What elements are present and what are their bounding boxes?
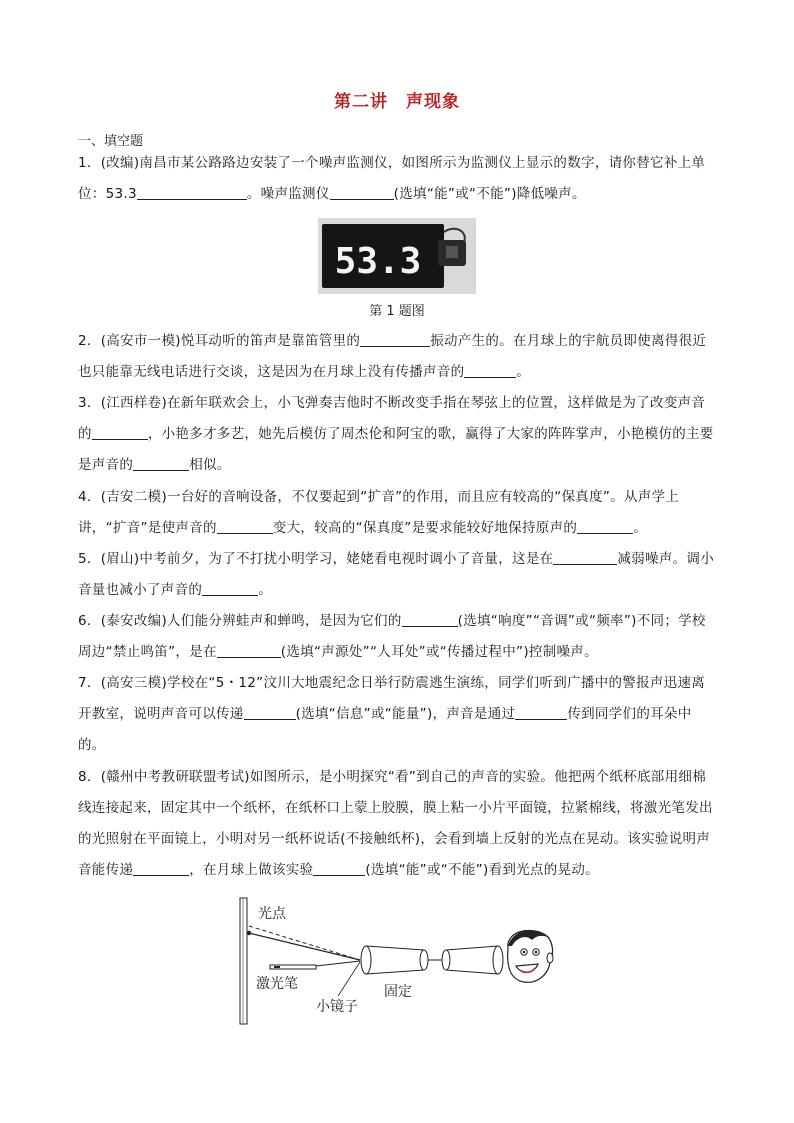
section-heading: 一、填空题 — [78, 134, 144, 149]
q5-text-2: 减弱噪声。调小音量也减小了声音的 — [78, 551, 715, 598]
q3-text-3: 相似。 — [189, 457, 231, 473]
q8-blank-2[interactable] — [313, 861, 365, 876]
laser-cup-diagram — [236, 896, 566, 1026]
q5-blank-2[interactable] — [202, 581, 258, 596]
q4-text-3: 。 — [633, 520, 647, 536]
question-6 — [78, 606, 718, 668]
boy-face-icon — [508, 930, 553, 982]
reflected-beam — [249, 933, 360, 960]
noise-monitor-photo — [318, 218, 476, 294]
q7-blank-1[interactable] — [244, 705, 296, 720]
q5-blank-1[interactable] — [553, 550, 617, 565]
q6-text-3: (选填“声源处”“人耳处”或“传播过程中”)控制噪声。 — [280, 644, 598, 660]
q7-text-3: 传到同学们的耳朵中的。 — [78, 706, 692, 753]
q2-text-2: 振动产生的。在月球上的宇航员即使离得很近也只能靠无线电话进行交谈，这是因为在月球上没有传播声音的 — [78, 333, 707, 380]
q2-text-1: 2．(高安市一模)悦耳动听的笛声是靠笛管里的 — [78, 333, 361, 349]
q6-text-2: (选填“响度”“音调”或“频率”)不同；学校周边“禁止鸣笛”，是在 — [78, 613, 706, 660]
figure-1-caption: 第 1 题图 — [369, 304, 425, 319]
q4-text-2: 变大，较高的“保真度”是要求能较好地保持原声的 — [272, 520, 578, 536]
q3-text-2: ，小艳多才多艺，她先后模仿了周杰伦和阿宝的歌，赢得了大家的阵阵掌声，小艳模仿的主要是声音的 — [78, 426, 714, 473]
noise-monitor-image — [318, 218, 476, 294]
q8-text-2: ，在月球上做该实验 — [189, 862, 314, 878]
q6-blank-1[interactable] — [402, 612, 458, 627]
q7-text-2: (选填“信息”或“能量”)，声音是通过 — [295, 706, 516, 722]
q2-blank-2[interactable] — [464, 363, 516, 378]
question-8 — [78, 762, 718, 886]
q1-text-3: (选填“能”或“不能”)降低噪声。 — [393, 186, 586, 202]
second-cup-mouth — [493, 946, 503, 974]
fixed-cup — [420, 950, 428, 970]
q1-blank-1[interactable] — [137, 185, 247, 200]
q6-blank-2[interactable] — [217, 643, 281, 658]
q5-text-3: 。 — [258, 582, 273, 598]
q5-text-1: 5．(眉山)中考前夕，为了不打扰小明学习，姥姥看电视时调小了音量，这是在 — [78, 551, 554, 567]
q7-text-1: 7．(高安三模)学校在“5・12”汶川大地震纪念日举行防震逃生演练，同学们听到广播中的警报声迅速离开教室，说明声音可以传递 — [78, 675, 706, 722]
reflected-beam-dashed — [249, 926, 360, 960]
q1-blank-2[interactable] — [330, 185, 394, 200]
question-3 — [78, 388, 718, 481]
page-title: 第二讲 声现象 — [334, 92, 460, 112]
question-5 — [78, 544, 718, 606]
second-cup — [442, 950, 450, 970]
q8-blank-1[interactable] — [133, 861, 189, 876]
fixed-cup-mouth — [361, 946, 371, 974]
q3-text-1: 3．(江西样卷)在新年联欢会上，小飞弹奏吉他时不断改变手指在琴弦上的位置，这样做是为了改变声音的 — [78, 395, 706, 442]
q8-text-1: 8．(赣州中考教研联盟考试)如图所示，是小明探究“看”到自己的声音的实验。他把两个纸杯底部用细棉线连接起来，固定其中一个纸杯，在纸杯口上蒙上胶膜，膜上粘一小片平面镜，拉紧棉线，将激光笔发出的光照射在平面镜上，小明对另一纸杯说话(不接触纸杯)，会看到墙上反射的光点在晃动。该实验说明声音能传递 — [78, 769, 713, 878]
incident-beam — [316, 961, 360, 966]
question-7 — [78, 668, 718, 761]
question-1 — [78, 148, 718, 210]
q4-text-1: 4．(吉安二模)一台好的音响设备，不仅要起到“扩音”的作用，而且应有较高的“保真度”。从声学上讲，“扩音”是使声音的 — [78, 489, 680, 536]
q2-text-3: 。 — [516, 364, 531, 380]
q7-blank-2[interactable] — [515, 705, 567, 720]
q4-blank-2[interactable] — [577, 519, 633, 534]
laser-pen-label: 激光笔 — [256, 976, 298, 992]
q1-text-2: 。噪声监测仪 — [246, 186, 330, 202]
question-4 — [78, 482, 718, 544]
q2-blank-1[interactable] — [360, 332, 430, 347]
q4-blank-1[interactable] — [217, 519, 273, 534]
q8-text-3: (选填“能”或“不能”)看到光点的晃动。 — [365, 862, 599, 878]
monitor-display-text: 53.3 — [334, 241, 422, 282]
mirror-label: 小镜子 — [316, 999, 358, 1015]
question-2 — [78, 326, 718, 388]
light-spot-label: 光点 — [258, 906, 286, 922]
fixed-label: 固定 — [384, 984, 412, 1000]
q3-blank-2[interactable] — [133, 456, 189, 471]
q3-blank-1[interactable] — [92, 425, 148, 440]
q1-text-1: 1．(改编)南昌市某公路路边安装了一个噪声监测仪，如图所示为监测仪上显示的数字，请你替它补上单位：53.3 — [78, 155, 706, 202]
q6-text-1: 6．(泰安改编)人们能分辨蛙声和蝉鸣，是因为它们的 — [78, 613, 402, 629]
